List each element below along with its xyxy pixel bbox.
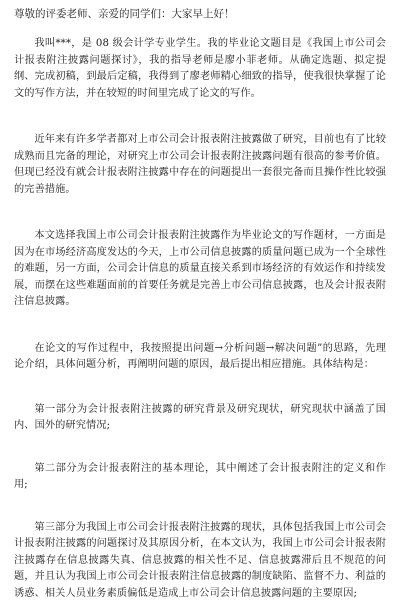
paragraph-writing-approach: 在论文的写作过程中，我按照提出问题→分析问题→解决问题”的思路，先理论介绍，具体问题分析，再阐明问题的原因，最后提出相应措施。具体结构是： xyxy=(14,341,386,374)
greeting-line: 尊敬的评委老师、亲爱的同学们：大家早上好！ xyxy=(14,6,386,22)
paragraph-part-two: 第二部分为会计报表附注的基本理论，其中阐述了会计报表附注的定义和作用; xyxy=(14,461,386,494)
paragraph-part-three: 第三部分为我国上市公司会计报表附注披露的现状，具体包括我国上市公司会计报表附注披露的问题探讨及其原因分析，在本文认为，我国上市公司会计报表附注披露存在信息披露失真、信息披露的相关性不足、信息披露滞后且不规范的问题，并且认为我国上市公司会计报表附注信息披露的制度缺陷、监督不力、利益的诱惑、相关人员业务素质偏低是造成上市公司会计信息披露问题的主要原因; xyxy=(14,520,386,602)
paragraph-part-one: 第一部分为会计报表附注披露的研究背景及研究现状，研究现状中涵盖了国内、国外的研究情况; xyxy=(14,402,386,435)
paragraph-research-background: 近年来有许多学者都对上市公司会计报表附注披露做了研究，目前也有了比较成熟而且完备的理论，对研究上市公司会计报表附注披露问题有很高的参考价值。但现已经没有就会计报表附注披露中存在的问题提出一套很完备而且操作性比较强的完善措施。 xyxy=(14,132,386,198)
paragraph-topic-rationale: 本文选择我国上市公司会计报表附注披露作为毕业论文的写作题材，一方面是因为在市场经济高度发达的今天，上市公司信息披露的质量问题已成为一个全球性的难题，另一方面，公司会计信息的质量直接关系到市场经济的有效运作和持续发展，而摆在这些难题面前的首要任务就是完善上市公司信息披露，也及会计报表附注信息披露。 xyxy=(14,228,386,311)
paragraph-introduction: 我叫***，是 08 级会计学专业学生。我的毕业论文题目是《我国上市公司会计报表附注披露问题探讨》，我的指导老师是廖小菲老师。从确定选题、拟定提纲、完成初稿，到最后定稿，我得到了廖老师精心细致的指导，使我很快掌握了论文的写作方法，并在较短的时间里完成了论文的写作。 xyxy=(14,36,386,102)
